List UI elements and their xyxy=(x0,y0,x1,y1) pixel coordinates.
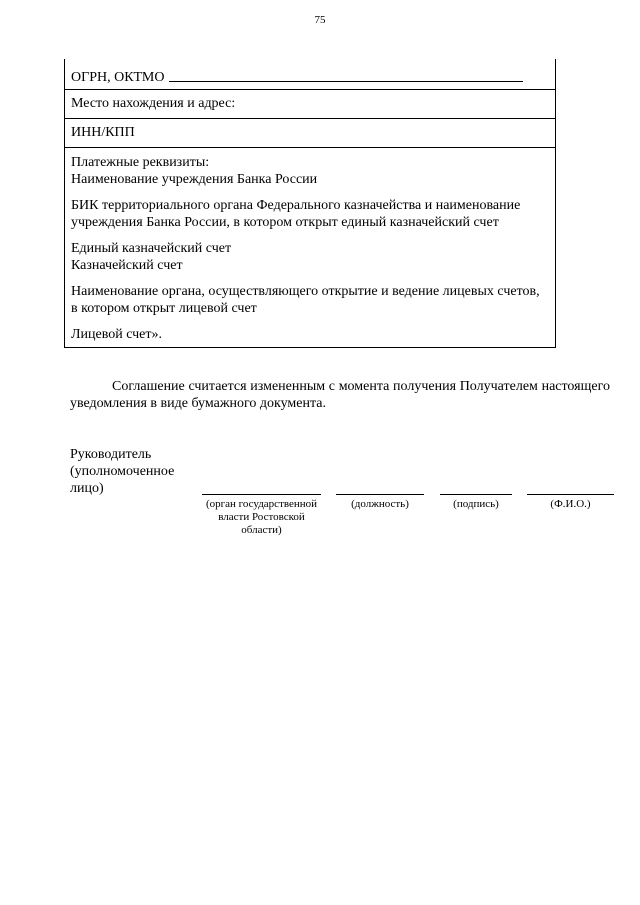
row-address xyxy=(65,89,555,118)
spacer xyxy=(71,188,549,197)
agreement-paragraph: Соглашение считается измененным с момента получения Получателем настоящего уведомления в виде бумажного документа. xyxy=(70,379,610,411)
position-caption: (должность) xyxy=(336,494,424,511)
payment-title: Платежные реквизиты: xyxy=(71,155,210,170)
requisites-table xyxy=(64,59,556,348)
ogrn-fill-line xyxy=(169,67,523,82)
ogrn-label: ОГРН, ОКТМО xyxy=(71,70,165,85)
organ-caption: (орган государственной власти Ростовской области) xyxy=(202,494,321,537)
treasury-label: Казначейский счет xyxy=(71,258,183,273)
organ-label: Наименование органа, осуществляющего открытие и ведение лицевых счетов, в котором открыт лицевой счет xyxy=(71,284,540,316)
bank-name-label: Наименование учреждения Банка России xyxy=(71,172,318,187)
sign-caption: (подпись) xyxy=(440,494,512,511)
spacer xyxy=(71,274,549,283)
spacer xyxy=(71,317,549,326)
single-treasury-label: Единый казначейский счет xyxy=(71,241,232,256)
inn-label: ИНН/КПП xyxy=(71,125,135,140)
head-label: Руководитель (уполномоченное лицо) xyxy=(70,447,175,496)
row-payment-details xyxy=(65,147,555,347)
row-ogrn xyxy=(65,59,555,89)
personal-account-label: Лицевой счет». xyxy=(71,327,163,342)
spacer xyxy=(71,231,549,240)
row-inn xyxy=(65,118,555,147)
fio-caption: (Ф.И.О.) xyxy=(527,494,614,511)
page-number: 75 xyxy=(314,14,326,26)
bik-label: БИК территориального органа Федерального казначейства и наименование учреждения Банка России, в котором открыт единый казначейский счет xyxy=(71,198,521,230)
address-label: Место нахождения и адрес: xyxy=(71,96,236,111)
